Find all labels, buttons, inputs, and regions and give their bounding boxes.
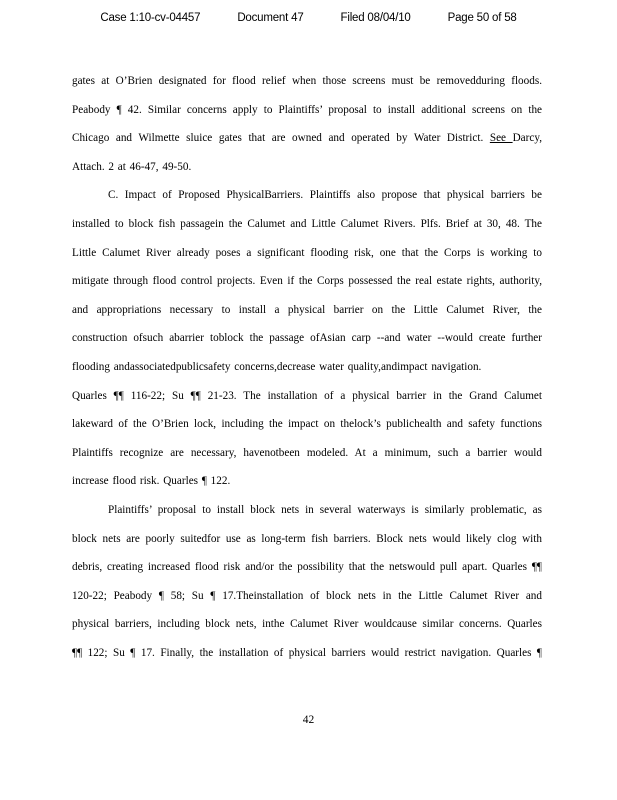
brief-body xyxy=(72,67,542,667)
text-line xyxy=(72,210,542,239)
line-text: C. Impact of Proposed PhysicalBarriers. Plaintiffs also propose that physical barriers be xyxy=(108,189,542,202)
text-line xyxy=(72,525,542,554)
line-text: flooding andassociatedpublicsafety concerns,decrease water quality,andimpact navigation. xyxy=(72,360,482,373)
ecf-header xyxy=(0,12,617,24)
citation-signal: See xyxy=(489,132,513,145)
line-text: debris, creating increased flood risk and/or the possibility that the netswould pull apart. Quarles ¶¶ xyxy=(72,561,542,574)
text-line xyxy=(72,639,542,668)
line-text: ¶¶ 122; Su ¶ 17. Finally, the installation of physical barriers would restrict navigation. Quarles ¶ xyxy=(72,646,542,659)
case-number: Case 1:10-cv-04457 xyxy=(100,12,201,24)
text-line xyxy=(72,267,542,296)
document-number: Document 47 xyxy=(237,12,304,24)
line-text: mitigate through flood control projects. Even if the Corps possessed the real estate rights, authority, xyxy=(72,275,542,288)
line-text: lakeward of the O’Brien lock, including the impact on thelock’s publichealth and safety functions xyxy=(72,418,542,431)
text-line xyxy=(72,410,542,439)
text-line xyxy=(72,582,542,611)
line-tail: Darcy, xyxy=(512,132,542,145)
text-line xyxy=(72,353,542,382)
text-line xyxy=(72,96,542,125)
text-line xyxy=(72,124,542,153)
text-line xyxy=(72,496,542,525)
page-number: 42 xyxy=(302,714,315,726)
line-text: and appropriations necessary to install a physical barrier on the Little Calumet River, the xyxy=(72,303,542,316)
page-indicator: Page 50 of 58 xyxy=(447,12,517,24)
line-text: 120-22; Peabody ¶ 58; Su ¶ 17.Theinstallation of block nets in the Little Calumet River and xyxy=(72,589,542,602)
line-text: Chicago and Wilmette sluice gates that are owned and operated by Water District. xyxy=(72,132,490,145)
line-text: installed to block fish passagein the Calumet and Little Calumet Rivers. Plfs. Brief at 30, 48. The xyxy=(72,217,542,230)
line-text: Plaintiffs recognize are necessary, havenotbeen modeled. At a minimum, such a barrier would xyxy=(72,446,542,459)
text-line xyxy=(72,296,542,325)
line-text: Quarles ¶¶ 116-22; Su ¶¶ 21-23. The installation of a physical barrier in the Grand Calumet xyxy=(72,389,542,402)
line-text: physical barriers, including block nets, inthe Calumet River wouldcause similar concerns. Quarles xyxy=(72,618,542,631)
line-text: Little Calumet River already poses a significant flooding risk, one that the Corps is working to xyxy=(72,246,542,259)
text-line xyxy=(72,439,542,468)
text-line xyxy=(72,181,542,210)
text-line xyxy=(72,610,542,639)
text-line xyxy=(72,382,542,411)
line-text: block nets are poorly suitedfor use as long-term fish barriers. Block nets would likely clog with xyxy=(72,532,542,545)
text-line xyxy=(72,67,542,96)
filed-date: Filed 08/04/10 xyxy=(340,12,411,24)
text-line xyxy=(72,467,542,496)
line-text: construction ofsuch abarrier toblock the passage ofAsian carp --and water --would create further xyxy=(72,332,542,345)
text-line xyxy=(72,153,542,182)
text-line xyxy=(72,324,542,353)
line-text: Plaintiffs’ proposal to install block nets in several waterways is similarly problematic, as xyxy=(108,503,542,516)
text-line xyxy=(72,239,542,268)
line-text: Attach. 2 at 46-47, 49-50. xyxy=(72,160,192,173)
line-text: gates at O’Brien designated for flood relief when those screens must be removedduring floods. xyxy=(72,75,542,87)
line-text: Peabody ¶ 42. Similar concerns apply to Plaintiffs’ proposal to install additional screens on the xyxy=(72,103,542,116)
text-line xyxy=(72,553,542,582)
line-text: increase flood risk. Quarles ¶ 122. xyxy=(72,475,231,488)
